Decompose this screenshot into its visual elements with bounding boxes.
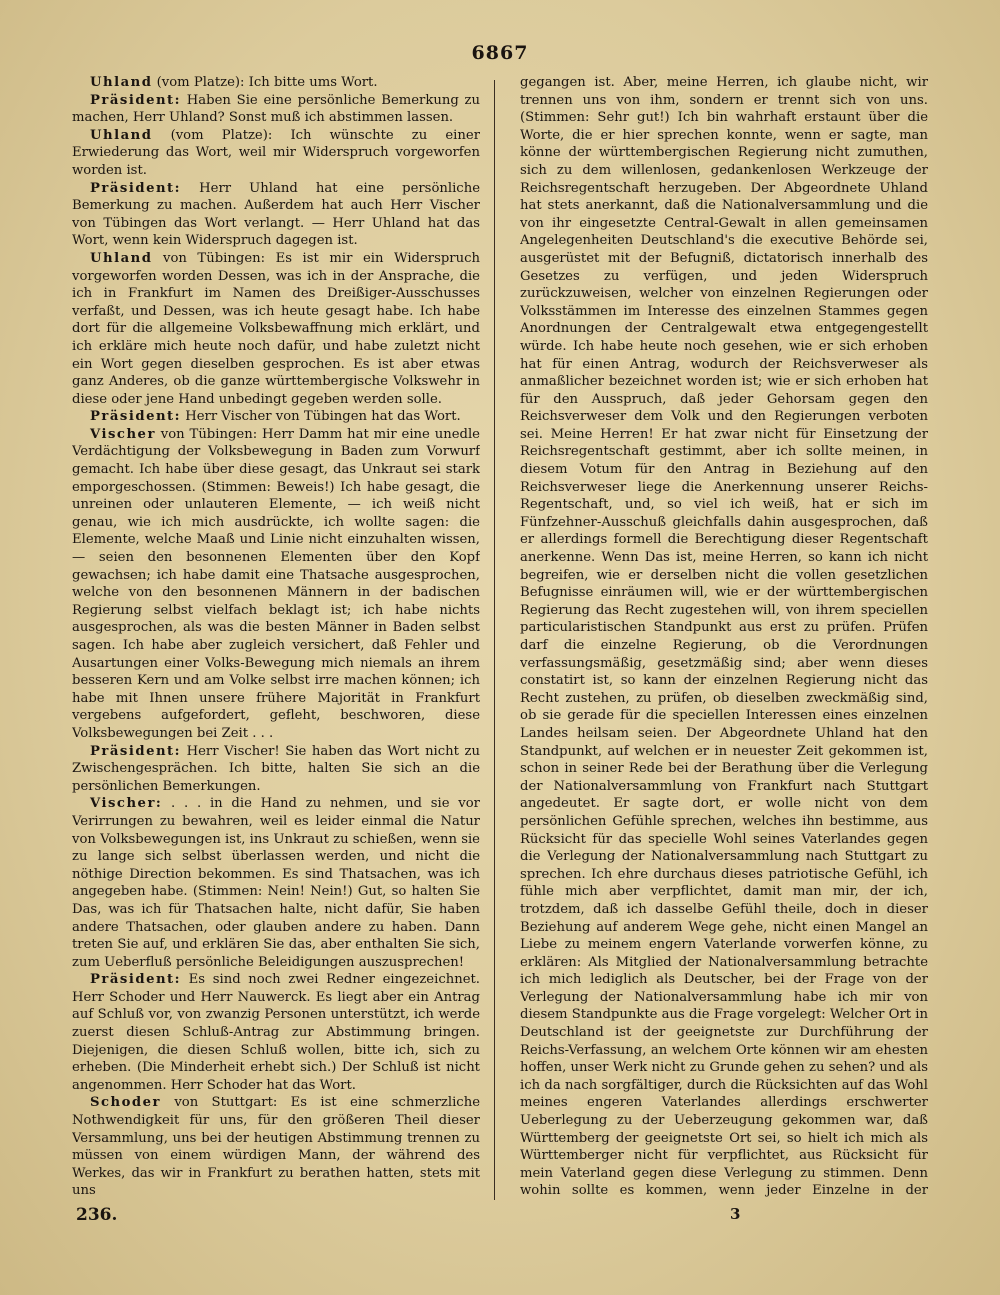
- paragraph: [72, 92, 480, 127]
- page-number: 6867: [471, 42, 529, 64]
- right-column: [520, 74, 928, 1202]
- speaker-name: Präsident:: [90, 92, 182, 108]
- text-columns: [72, 74, 928, 1202]
- sheet-number: 236.: [76, 1205, 118, 1225]
- paragraph-text: von Tübingen: Es ist mir ein Widerspruch vorgeworfen worden Dessen, was ich in der Ansprache, die ich in Frankfurt im Namen des Dreißiger-Ausschusses verfaßt, und Dessen, was ich heute gesagt habe. Ich habe dort für die allgemeine Volksbewaffnung mich erklärt, und ich erkläre mich heute noch dafür, und habe zuletzt nicht ein Wort gegen dieselben gesprochen. Es ist aber etwas ganz Anderes, ob die ganze württembergische Volkswehr in diese oder jene Hand unbedingt gegeben werden solle.: [72, 250, 480, 407]
- paragraph: [72, 127, 480, 180]
- paragraph: [72, 408, 480, 426]
- speaker-name: Vischer:: [90, 796, 163, 812]
- paragraph: [520, 74, 928, 1202]
- paragraph: [72, 180, 480, 250]
- speaker-name: Schoder: [90, 1095, 161, 1111]
- paragraph: [72, 250, 480, 408]
- paragraph-text: (vom Platze): Ich bitte ums Wort.: [152, 75, 378, 90]
- paragraph-text: von Stuttgart: Es ist eine schmerzliche Nothwendigkeit für uns, für den größeren Theil dieser Versammlung, uns bei der heutigen Abstimmung trennen zu müssen von einem würdigen Mann, der während des Werkes, das wir in Frankfurt zu berathen hatten, stets mit uns: [72, 1095, 480, 1199]
- signature-mark: 3: [730, 1205, 741, 1223]
- paragraph-text: Herr Uhland hat eine persönliche Bemerkung zu machen. Außerdem hat auch Herr Vischer von Tübingen das Wort verlangt. — Herr Uhland hat das Wort, wenn kein Widerspruch dagegen ist.: [72, 180, 480, 249]
- speaker-name: Präsident:: [90, 409, 182, 425]
- paragraph-text: . . . in die Hand zu nehmen, und sie vor Verirrungen zu bewahren, weil es leider einmal die Natur von Volksbewegungen ist, ins Unkraut zu schießen, wenn sie zu lange sich selbst überlassen werden, und nicht die nöthige Direction bekommen. Es sind Thatsachen, was ich angegeben habe. (Stimmen: Nein! Nein!) Gut, so halten Sie Das, was ich für Thatsachen halte, nicht dafür, Sie haben andere Thatsachen, oder glauben andere zu haben. Dann treten Sie auf, und erklären Sie das, aber enthalten Sie sich, zum Ueberfluß persönliche Beleidigungen auszusprechen!: [72, 796, 480, 970]
- paragraph-text: Herr Vischer! Sie haben das Wort nicht zu Zwischengesprächen. Ich bitte, halten Sie sich an die persönlichen Bemerkungen.: [72, 743, 480, 794]
- paragraph-text: Haben Sie eine persönliche Bemerkung zu machen, Herr Uhland? Sonst muß ich abstimmen lassen.: [72, 92, 480, 126]
- paragraph: [72, 426, 480, 743]
- paragraph-text: Es sind noch zwei Redner eingezeichnet. Herr Schoder und Herr Nauwerck. Es liegt aber ein Antrag auf Schluß vor, von zwanzig Personen unterstützt, ich werde zuerst diesen Schluß-Antrag zur Abstimmung bringen. Diejenigen, die diesen Schluß wollen, bitte ich, sich zu erheben. (Die Minderheit erhebt sich.) Der Schluß ist nicht angenommen. Herr Schoder hat das Wort.: [72, 972, 480, 1093]
- paragraph: [72, 795, 480, 971]
- speaker-name: Uhland: [90, 250, 153, 266]
- left-column: [72, 74, 480, 1202]
- paragraph-text: gegangen ist. Aber, meine Herren, ich glaube nicht, wir trennen uns von ihm, sondern er trennt sich von uns. (Stimmen: Sehr gut!) Ich bin wahrhaft erstaunt über die Worte, die er hier sprechen konnte, wenn er sagte, man könne der württembergischen Regierung nicht zumuthen, sich zu dem willenlosen, gedankenlosen Werkzeuge der Reichsregentschaft herzugeben. Der Abgeordnete Uhland hat stets anerkannt, daß die Nationalversammlung und die von ihr eingesetzte Central-Gewalt in allen gemeinsamen Angelegenheiten Deutschland's die executive Behörde sei, ausgerüstet mit der Befugniß, dictatorisch innerhalb des Gesetzes zu verfügen, und jeden Widerspruch zurückzuweisen, welcher von einzelnen Regierungen oder Volksstämmen im Interesse des einzelnen Stammes gegen Anordnungen der Centralgewalt etwa entgegengestellt würde. Ich habe heute noch gesehen, wie er sich erhoben hat für einen Antrag, wodurch der Reichsverweser als anmaßlicher bezeichnet worden ist; wie er sich erhoben hat für den Ausspruch, daß jeder Gehorsam gegen den Reichsverweser dem Volk und den Regierungen verboten sei. Meine Herren! Er hat zwar nicht für Einsetzung der Reichsregentschaft gestimmt, aber ich sollte meinen, in diesem Votum für den Antrag in Beziehung auf den Reichsverweser liege die Anerkennung unserer Reichs-Regentschaft, und, so viel ich weiß, hat er sich im Fünfzehner-Ausschuß gleichfalls dahin ausgesprochen, daß er allerdings formell die Berechtigung dieser Regentschaft anerkenne. Wenn Das ist, meine Herren, so kann ich nicht begreifen, wie er derselben nicht die vollen gesetzlichen Befugnisse einräumen will, wie er der württembergischen Regierung das Recht zugestehen will, von ihrem speciellen particularistischen Standpunkt aus erst zu prüfen. Prüfen darf die einzelne Regierung, ob die Verordnungen verfassungsmäßig, gesetzmäßig sind; aber wenn dieses constatirt ist, so kann der einzelnen Regierung nicht das Recht zustehen, zu prüfen, ob dieselben zweckmäßig sind, ob sie gerade für die speciellen Interessen eines einzelnen Landes heilsam seien. Der Abgeordnete Uhland hat den Standpunkt, auf welchen er in neuester Zeit gekommen ist, schon in seiner Rede bei der Berathung über die Verlegung der Nationalversammlung von Frankfurt nach Stuttgart angedeutet. Er sagte dort, er wolle nicht von dem persönlichen Gefühle sprechen, welches ihn bestimme, aus Rücksicht für das specielle Wohl seines Vaterlandes gegen die Verlegung der Nationalversammlung nach Stuttgart zu sprechen. Ich ehre durchaus dieses patriotische Gefühl, ich fühle mich aber verpflichtet, damit man mir, der ich, trotzdem, daß ich dasselbe Gefühl theile, doch in dieser Beziehung auf anderem Wege gehe, nicht einen Mangel an Liebe zu meinem engern Vaterlande vorwerfen könne, zu erklären: Als Mitglied der Nationalversammlung betrachte ich mich lediglich als Deutscher, bei der Frage von der Verlegung der Nationalversammlung habe ich mir von diesem Standpunkte aus die Frage vorgelegt: Welcher Ort in Deutschland ist der geeignetste zur Durchführung der Reichs-Verfassung, an welchem Orte können wir am ehesten hoffen, unser Werk nicht zu Grunde gehen zu sehen? und als ich da nach sorgfältiger, durch die Rücksichten auf das Wohl meines engeren Vaterlandes allerdings erschwerter Ueberlegung zu der Ueberzeugung gekommen war, daß Württemberg der geeignetste Ort sei, so hielt ich mich als Württemberger nicht für verpflichtet, aus Rücksicht für mein Vaterland gegen diese Verlegung zu stimmen. Denn wohin sollte es kommen, wenn jeder Einzelne in der: [520, 75, 928, 1199]
- paragraph: [72, 74, 480, 92]
- paragraph-text: (vom Platze): Ich wünschte zu einer Erwiederung das Wort, weil mir Widerspruch vorgeworfen worden ist.: [72, 127, 480, 178]
- paragraph-text: von Tübingen: Herr Damm hat mir eine unedle Verdächtigung der Volksbewegung in Baden zum Vorwurf gemacht. Ich habe über diese gesagt, das Unkraut sei stark emporgeschossen. (Stimmen: Beweis!) Ich habe gesagt, die unreinen oder unlauteren Elemente, — ich weiß nicht genau, wie ich mich ausdrückte, ich wollte sagen: die Elemente, welche Maaß und Linie nicht einzuhalten wissen, — seien den besonnenen Elementen über den Kopf gewachsen; ich habe damit eine Thatsache ausgesprochen, welche von den besonnenen Männern in der badischen Regierung selbst vielfach beklagt ist; ich habe nichts ausgesprochen, als was die besten Männer in Baden selbst sagen. Ich habe aber zugleich versichert, daß Fehler und Ausartungen einer Volks-Bewegung mich niemals an ihrem besseren Kern und am Volke selbst irre machen können; ich habe mit Ihnen unsere frühere Majorität in Frankfurt vergebens aufgefordert, gefleht, beschworen, diese Volksbewegungen bei Zeit . . .: [72, 426, 480, 741]
- speaker-name: Präsident:: [90, 972, 182, 988]
- paragraph: [72, 743, 480, 796]
- paragraph: [72, 971, 480, 1094]
- speaker-name: Präsident:: [90, 180, 182, 196]
- speaker-name: Uhland: [90, 75, 153, 90]
- speaker-name: Uhland: [90, 127, 153, 143]
- speaker-name: Vischer: [90, 426, 156, 442]
- paragraph: [72, 1094, 480, 1200]
- speaker-name: Präsident:: [90, 743, 182, 759]
- paragraph-text: Herr Vischer von Tübingen hat das Wort.: [181, 409, 461, 425]
